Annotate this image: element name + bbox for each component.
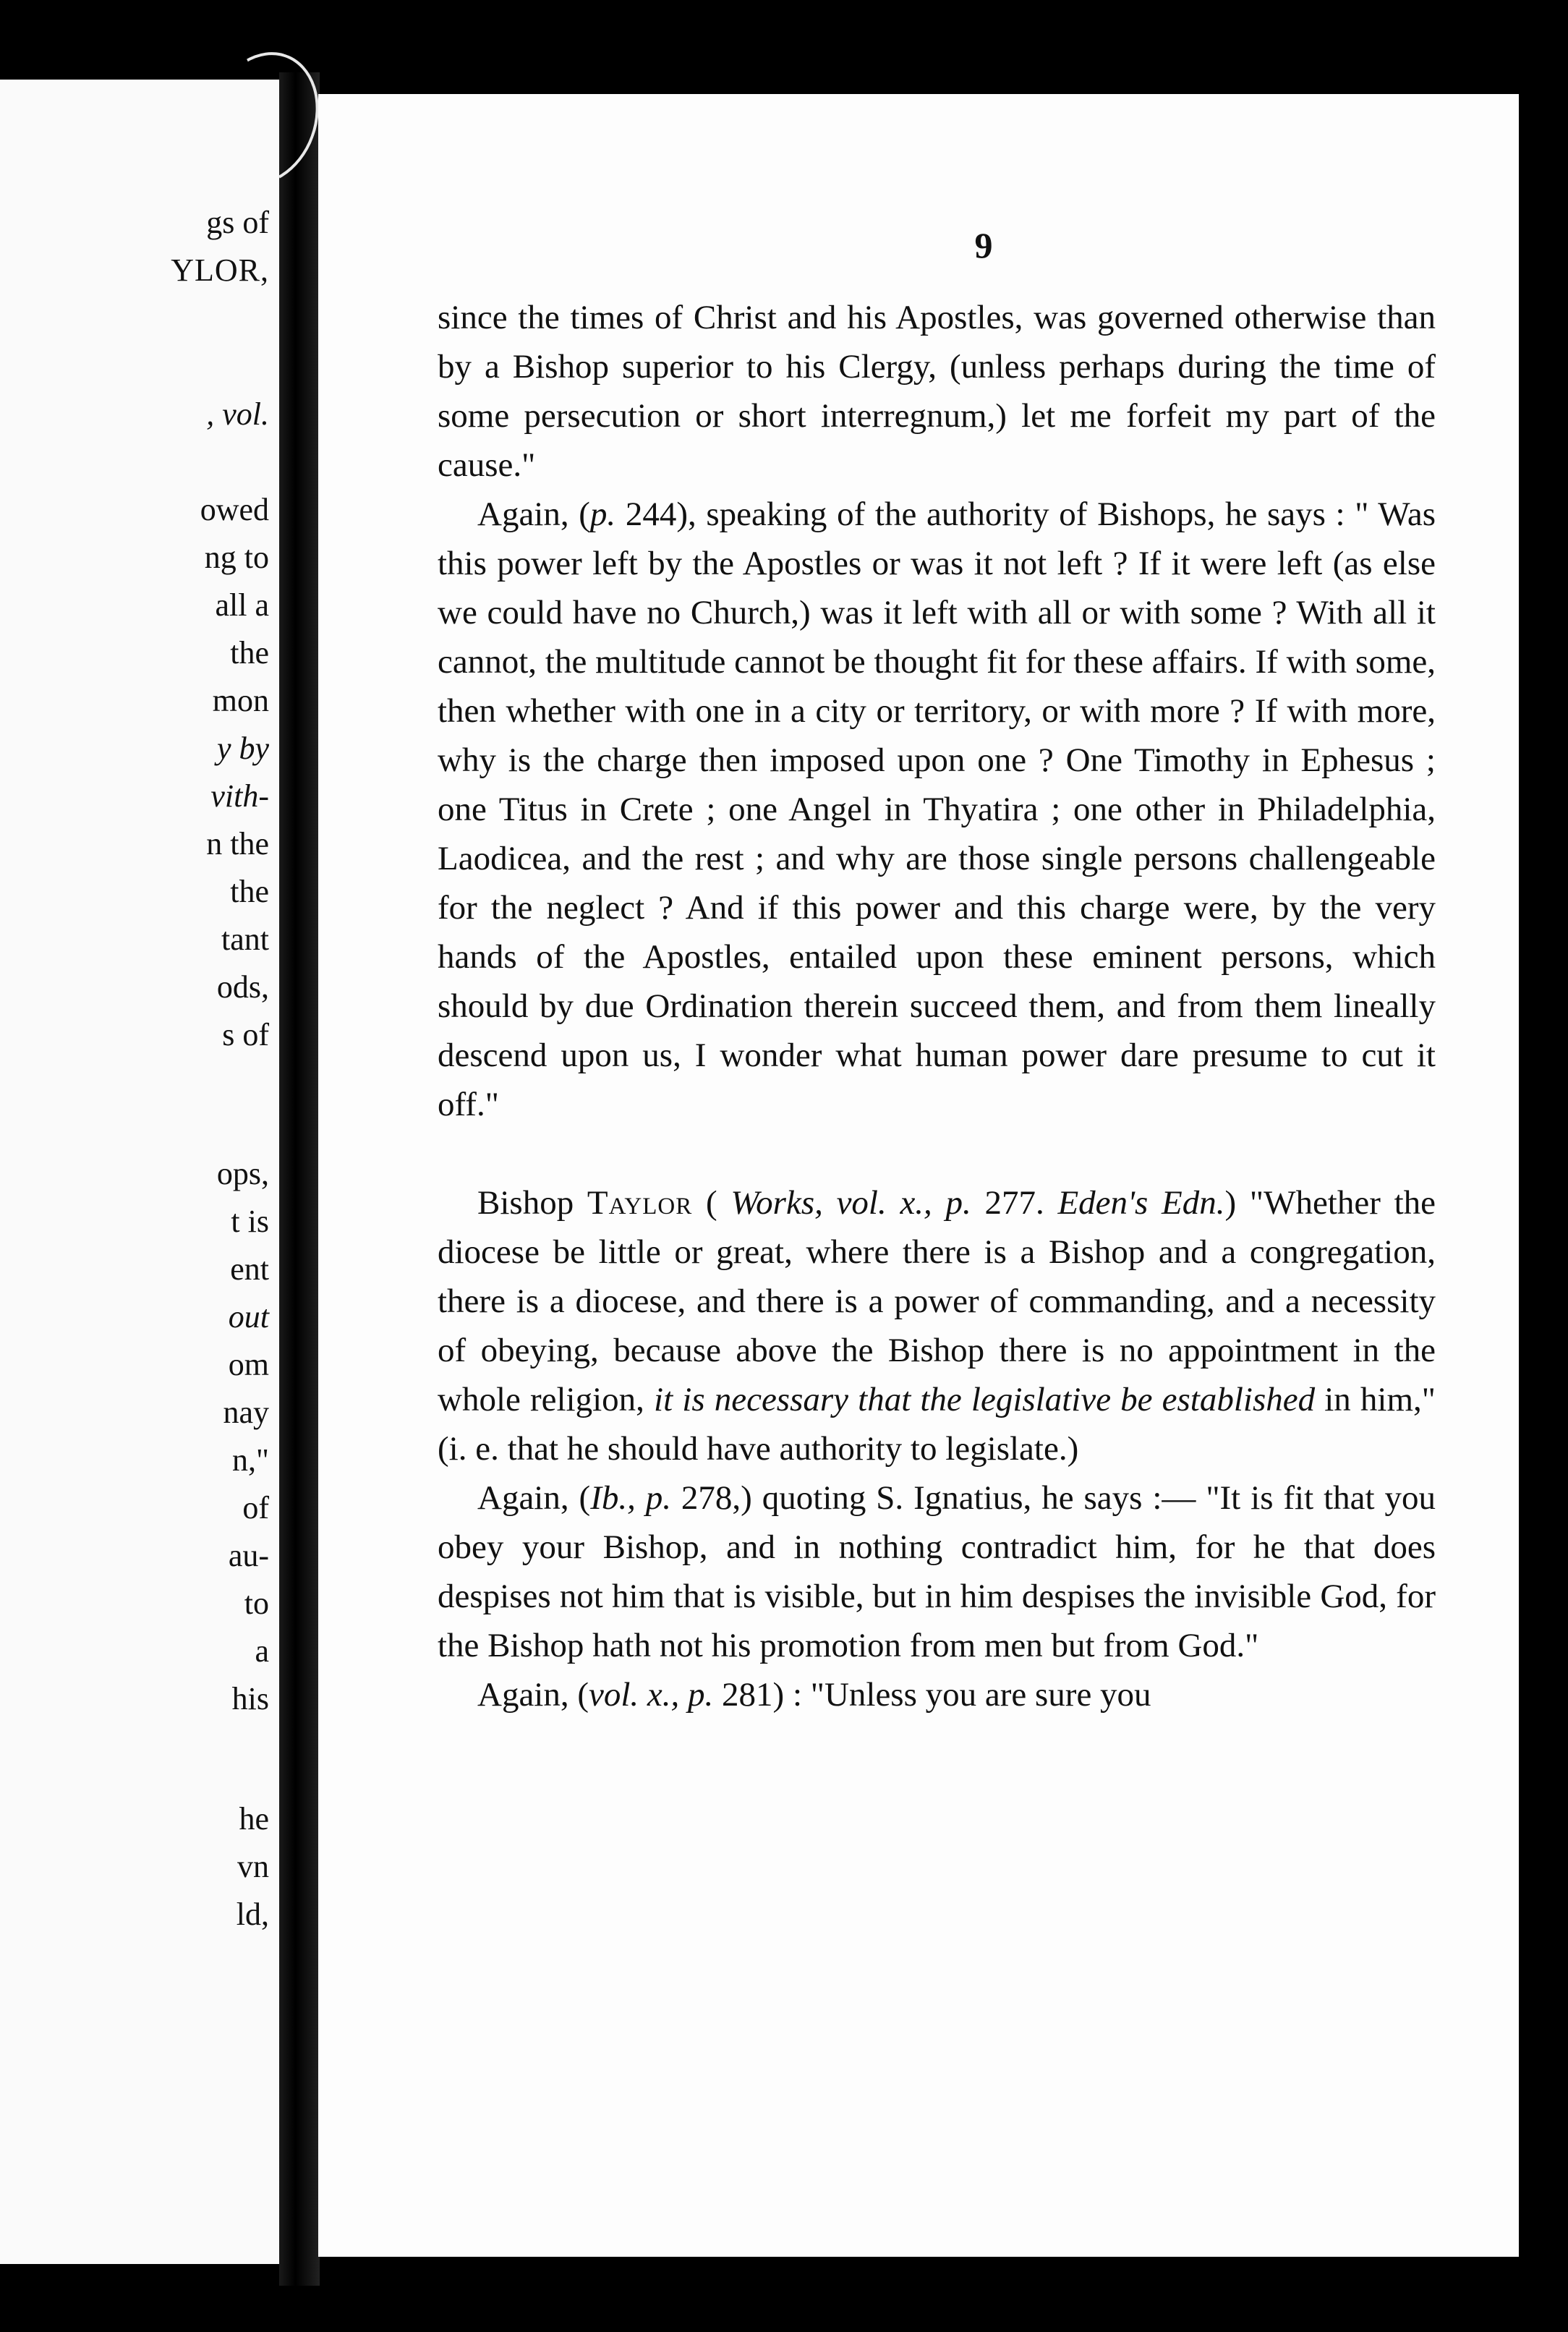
left-page-fragment: n the (206, 826, 269, 861)
left-page-fragment: he (239, 1801, 269, 1837)
paragraph-ignatius-quote (438, 1473, 1436, 1670)
left-page-fragment: nay (223, 1395, 269, 1430)
page-reference: p. (589, 495, 616, 533)
left-page-fragment: all a (215, 587, 269, 623)
left-page-fragment: the (230, 635, 269, 671)
left-page-fragment: ops, (216, 1156, 269, 1191)
text-run: ) "Whether the diocese be little or great, where there is a Bishop and a congregation, there is a diocese, and there is a power of commanding, and a necessity of obeying, because above the Bishop there is no appointment in the whole religion, (438, 1184, 1436, 1418)
left-page-fragment: , vol. (206, 396, 269, 432)
left-page-fragment: tant (221, 922, 269, 957)
paragraph-continuation (438, 293, 1436, 490)
left-page-fragment: a (255, 1633, 269, 1669)
text-run: 244), speaking of the authority of Bishops, he says : " Was this power left by the Apostles or was it not left ? If it were left (as else we could have no Church,) was it left with all or with some ? With all it cannot, the multitude cannot be thought fit for these affairs. If with some, then whether with one in a city or territory, or with more ? If with more, why is the charge then imposed upon one ? One Timothy in Ephesus ; one Titus in Crete ; one Angel in Thyatira ; one other in Philadelphia, Laodicea, and the rest ; and why are those single persons challengeable for the neglect ? And if this power and this charge were, by the very hands of the Apostles, entailed upon these eminent persons, which should by due Ordination therein succeed them, and from them lineally descend upon us, I wonder what human power dare presume to cut it off." (438, 495, 1436, 1123)
book-binding-gutter (279, 72, 320, 2286)
edition-reference: Eden's Edn. (1057, 1184, 1225, 1222)
left-page-fragment: ld, (236, 1897, 269, 1932)
left-page-fragment: t is (231, 1204, 269, 1239)
left-page-fragment: out (228, 1299, 269, 1335)
left-page-fragment: ods, (216, 969, 269, 1005)
current-page (318, 94, 1519, 2257)
text-run: 277. (971, 1184, 1058, 1222)
paragraph-1-text: since the times of Christ and his Apostles, was governed otherwise than by a Bishop superior to his Clergy, (unless perhaps during the time of some persecution or short interregnum,) let me forfeit my part of the cause." (438, 299, 1436, 484)
text-run: in him," (i. e. that he should have authority to legislate.) (438, 1381, 1436, 1468)
citation: Works, vol. x., p. (730, 1184, 971, 1222)
left-page-fragment: vn (237, 1849, 269, 1884)
left-page-fragment: the (230, 874, 269, 909)
page-number: 9 (974, 225, 993, 265)
page-reference: Ib., p. (590, 1479, 672, 1517)
text-run: Again, ( (477, 1479, 591, 1517)
left-page-fragment: owed (200, 492, 269, 527)
text-run: 281) : "Unless you are sure you (713, 1676, 1151, 1714)
left-page-fragment: gs of (206, 205, 269, 240)
page-body (438, 293, 1436, 1719)
paragraph-again-281 (438, 1670, 1436, 1719)
left-page-fragment: ent (230, 1251, 269, 1287)
left-page-fragment: n," (232, 1442, 269, 1478)
left-page-fragment: of (242, 1490, 269, 1525)
emphasized-text: it is necessary that the legislative be established (654, 1381, 1316, 1418)
page-reference: vol. x., p. (589, 1676, 714, 1714)
left-page-fragment: his (231, 1681, 269, 1716)
author-name: Taylor (587, 1184, 693, 1222)
paragraph-again-244 (438, 490, 1436, 1129)
paragraph-bishop-taylor (438, 1178, 1436, 1473)
previous-page (0, 80, 279, 2264)
left-page-fragment: to (244, 1586, 269, 1621)
text-run: Again, ( (477, 1676, 589, 1714)
text-run: ( (692, 1184, 731, 1222)
text-run: Bishop (477, 1184, 587, 1222)
text-run: 278,) quoting S. Ignatius, he says :— "It is fit that you obey your Bishop, and in nothing contradict him, for he that does despises not him that is visible, but in him despises the invisible God, for the Bishop hath not his promotion from men but from God." (438, 1479, 1436, 1664)
left-page-fragment: om (228, 1347, 269, 1382)
left-page-fragment: vith- (210, 778, 269, 814)
text-run: Again, ( (477, 495, 590, 533)
left-page-fragment: au- (228, 1538, 269, 1573)
left-page-fragment: mon (212, 683, 269, 718)
left-page-fragment: s of (222, 1017, 269, 1052)
left-page-fragment: YLOR, (171, 252, 269, 288)
left-page-fragment: ng to (204, 540, 269, 575)
left-page-fragment: y by (216, 731, 269, 766)
